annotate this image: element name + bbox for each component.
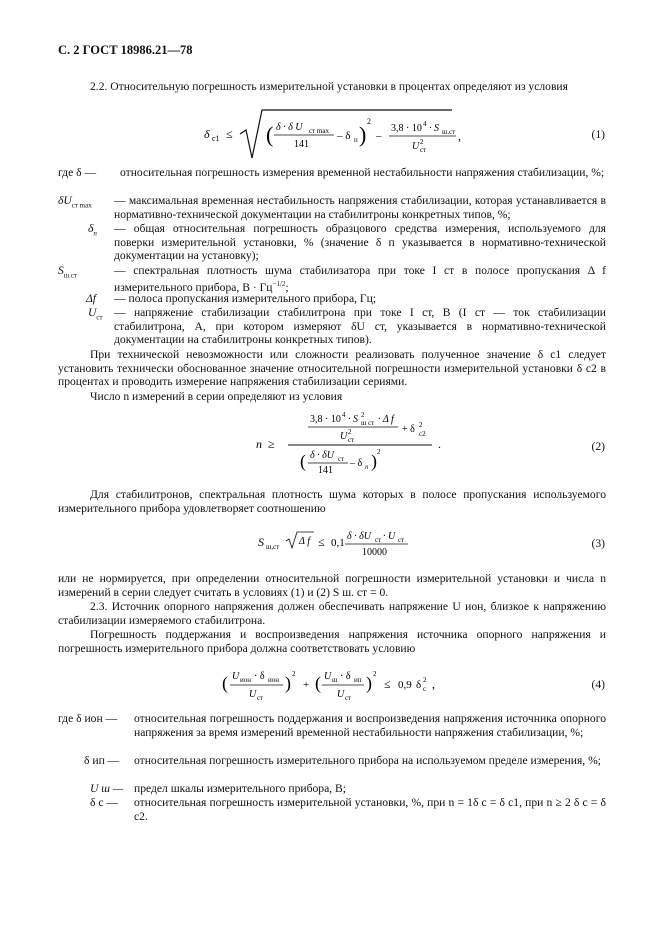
svg-text:U: U xyxy=(324,671,332,682)
svg-text:≤: ≤ xyxy=(226,127,233,141)
svg-text:10000: 10000 xyxy=(362,547,387,558)
svg-text:δ · δ U: δ · δ U xyxy=(276,122,303,133)
paragraph-stab: Для стабилитронов, спектральная плотность шума которых в полосе пропускания используемого измерительного прибора удовлетворяет соотношению xyxy=(58,488,606,515)
svg-text:с2: с2 xyxy=(419,430,426,438)
svg-text:ст: ст xyxy=(398,536,405,544)
svg-text:≤: ≤ xyxy=(318,535,325,549)
def-df-text: — полоса пропускания измерительного прибора, Гц; xyxy=(114,292,377,305)
svg-text:≤: ≤ xyxy=(384,677,391,691)
def-df xyxy=(58,292,606,306)
svg-text:S: S xyxy=(258,535,264,549)
svg-text:2: 2 xyxy=(348,428,352,436)
svg-text:(: ( xyxy=(315,673,321,693)
svg-text:141: 141 xyxy=(294,139,309,150)
def-dip xyxy=(58,754,606,782)
svg-text:2: 2 xyxy=(373,670,377,678)
svg-text:U: U xyxy=(340,431,348,442)
def-dc-text: относительная погрешность измерительной установки, %, при n = 1δ с = δ с1, при n ≥ 2 δ с = δ с2. xyxy=(134,796,606,823)
svg-text:0,1: 0,1 xyxy=(331,537,345,549)
svg-text:(: ( xyxy=(266,122,274,147)
svg-text:U: U xyxy=(337,689,345,700)
formula-3-number: (3) xyxy=(591,537,605,550)
svg-text:141: 141 xyxy=(318,465,333,476)
svg-text:· S: · S xyxy=(429,123,439,134)
formula-4 xyxy=(0,664,661,704)
def-sshst-term: $S_{ш.ст}$ xyxy=(58,264,78,280)
svg-text:· Δ f: · Δ f xyxy=(378,414,394,425)
svg-text:с1: с1 xyxy=(212,134,220,143)
svg-text:δ: δ xyxy=(416,679,422,691)
formula-1 xyxy=(0,106,661,166)
svg-text:δ: δ xyxy=(204,127,210,141)
def-ust-term: $U_{ст}$ xyxy=(88,306,103,322)
def-sshst-text: — спектральная плотность шума стабилизатора при токе I ст в полосе пропускания Δ f измерительного прибора, $B \cdot Гц^{-1/2}$; xyxy=(114,264,606,294)
formula-4-number: (4) xyxy=(591,678,605,691)
svg-text:ш ст: ш ст xyxy=(361,419,375,427)
def-dp xyxy=(58,222,606,264)
def-dustmax-term: $\delta U_{ст max}$ xyxy=(58,194,92,210)
paragraph-tech: При технической невозможности или сложности реализовать полученное значение δ с1 следует установить технически обоснованное значение относительной погрешности измерительной установки δ с2 в процентах и проводить измерение напряжения стабилизации сериями. xyxy=(58,348,606,389)
def-delta-text: относительная погрешность измерения временной нестабильности напряжения стабилизации, %; xyxy=(120,166,605,179)
svg-text:ст: ст xyxy=(257,694,264,702)
formula-3 xyxy=(0,524,661,558)
paragraph-n: Число n измерений в серии определяют из условия xyxy=(90,390,343,403)
svg-text:п: п xyxy=(365,463,369,471)
svg-text:U: U xyxy=(232,671,240,682)
def-ust xyxy=(58,306,606,348)
formula-3-graphic xyxy=(0,524,661,558)
formula-1-number: (1) xyxy=(591,128,605,141)
paragraph-2-2: 2.2. Относительную погрешность измерительной установки в процентах определяют из условия xyxy=(90,80,568,93)
svg-text:(: ( xyxy=(222,673,228,693)
def-dc xyxy=(58,796,606,824)
page-header: С. 2 ГОСТ 18986.21—78 xyxy=(58,43,193,57)
svg-text:ст: ст xyxy=(375,536,382,544)
svg-text:ш.ст: ш.ст xyxy=(442,128,456,136)
svg-text:n: n xyxy=(256,437,262,451)
formula-2-number: (2) xyxy=(591,440,605,453)
svg-text:с: с xyxy=(423,685,427,693)
svg-text:): ) xyxy=(366,673,372,693)
svg-text:2: 2 xyxy=(367,117,371,126)
formula-2-graphic xyxy=(0,408,661,478)
def-dp-text: — общая относительная погрешность образцового средства измерения, используемого для поверки измерительной установки, % (значение δ п указывается в нормативно-технической документации на установку); xyxy=(114,222,606,263)
def-dip-text: относительная погрешность измерительного прибора на используемом пределе измерения, %; xyxy=(134,754,601,767)
def-ush xyxy=(58,782,606,796)
svg-text:≥: ≥ xyxy=(268,437,275,451)
svg-text:,: , xyxy=(458,129,461,143)
svg-text:U: U xyxy=(249,689,257,700)
svg-text:–: – xyxy=(376,130,382,142)
svg-text:,: , xyxy=(432,677,435,691)
def-dion-text: относительная погрешность поддержания и воспроизведения напряжения источника опорного напряжения за время измерений временной нестабильности напряжения стабилизации, %; xyxy=(134,712,606,739)
svg-text:ш,ст: ш,ст xyxy=(266,543,280,551)
svg-text:0,9: 0,9 xyxy=(398,679,412,691)
def-ush-term: U ш — xyxy=(90,782,124,795)
svg-text:δ · δU: δ · δU xyxy=(347,531,372,542)
svg-text:): ) xyxy=(285,673,291,693)
svg-text:ст: ст xyxy=(345,694,352,702)
def-ush-text: предел шкалы измерительного прибора, В; xyxy=(134,782,346,795)
svg-text:– δ: – δ xyxy=(350,458,363,469)
def-dip-term: δ ип — xyxy=(84,754,120,767)
svg-text:Δ f: Δ f xyxy=(299,536,310,547)
svg-text:U: U xyxy=(412,141,420,152)
svg-text:ст: ст xyxy=(348,436,355,444)
svg-text:+: + xyxy=(303,679,310,691)
formula-1-graphic xyxy=(0,106,661,166)
def-delta xyxy=(58,166,606,194)
svg-text:· δ: · δ xyxy=(340,671,351,682)
svg-text:2: 2 xyxy=(361,411,365,419)
formula-4-graphic xyxy=(0,664,661,704)
def-dion-term: где δ ион — xyxy=(58,712,118,725)
svg-text:ст: ст xyxy=(338,455,345,463)
def-sshst xyxy=(58,264,606,292)
svg-text:– δ: – δ xyxy=(337,130,351,142)
svg-text:ст max: ст max xyxy=(309,127,329,135)
svg-text:+ δ: + δ xyxy=(402,424,415,435)
svg-text:4: 4 xyxy=(342,411,346,419)
svg-text:2: 2 xyxy=(420,138,424,146)
def-dp-term: $\delta_п$ xyxy=(88,222,97,238)
svg-text:ион: ион xyxy=(240,676,251,684)
paragraph-podd: Погрешность поддержания и воспроизведения напряжения источника опорного напряжения и погрешность измерительного прибора должна соответствовать условию xyxy=(58,628,606,655)
svg-text:2: 2 xyxy=(377,448,381,456)
def-dc-term: δ с — xyxy=(90,796,118,809)
svg-text:4: 4 xyxy=(423,120,427,128)
svg-text:3,8 · 10: 3,8 · 10 xyxy=(310,414,341,425)
svg-text:· δ: · δ xyxy=(254,671,265,682)
def-delta-term: где δ — xyxy=(58,166,97,179)
svg-text:· S: · S xyxy=(348,414,358,425)
svg-text:· U: · U xyxy=(383,531,396,542)
def-dustmax xyxy=(58,194,606,222)
def-dion xyxy=(58,712,606,754)
svg-text:.: . xyxy=(438,437,441,451)
svg-text:п: п xyxy=(354,136,358,144)
def-dustmax-text: — максимальная временная нестабильность напряжения стабилизации, которая устанавливается в нормативно-технической документации на стабилитроны конкретных типов, %; xyxy=(114,194,606,221)
svg-text:ип: ип xyxy=(354,676,362,684)
svg-text:2: 2 xyxy=(292,670,296,678)
svg-text:ш: ш xyxy=(332,676,338,684)
definitions-1 xyxy=(58,166,606,348)
svg-text:δ · δU: δ · δU xyxy=(310,450,335,461)
paragraph-2-3: 2.3. Источник опорного напряжения должен обеспечивать напряжение U ион, близкое к напряжению стабилизации измеряемого стабилитрона. xyxy=(58,600,606,627)
svg-text:ион: ион xyxy=(268,676,279,684)
paragraph-else: или не нормируется, при определении относительной погрешности измерительной установки и числа n измерений в серии следует считать в условиях (1) и (2) S ш. ст = 0. xyxy=(58,572,606,599)
svg-text:3,8 · 10: 3,8 · 10 xyxy=(391,123,422,134)
formula-2 xyxy=(0,408,661,478)
svg-text:(: ( xyxy=(300,451,306,471)
svg-text:): ) xyxy=(359,122,367,147)
def-df-term: Δf xyxy=(86,292,97,305)
definitions-2 xyxy=(58,712,606,824)
def-ust-text: — напряжение стабилизации стабилитрона при токе I ст, В (I ст — ток стабилизации стабилитрона, А, при котором измеряют δU ст, указывается в нормативно-технической документации на стабилитроны конкретных типов). xyxy=(114,306,606,347)
svg-text:2: 2 xyxy=(419,421,423,429)
svg-text:ст: ст xyxy=(420,146,427,154)
svg-text:): ) xyxy=(371,451,377,471)
svg-text:2: 2 xyxy=(423,676,427,684)
